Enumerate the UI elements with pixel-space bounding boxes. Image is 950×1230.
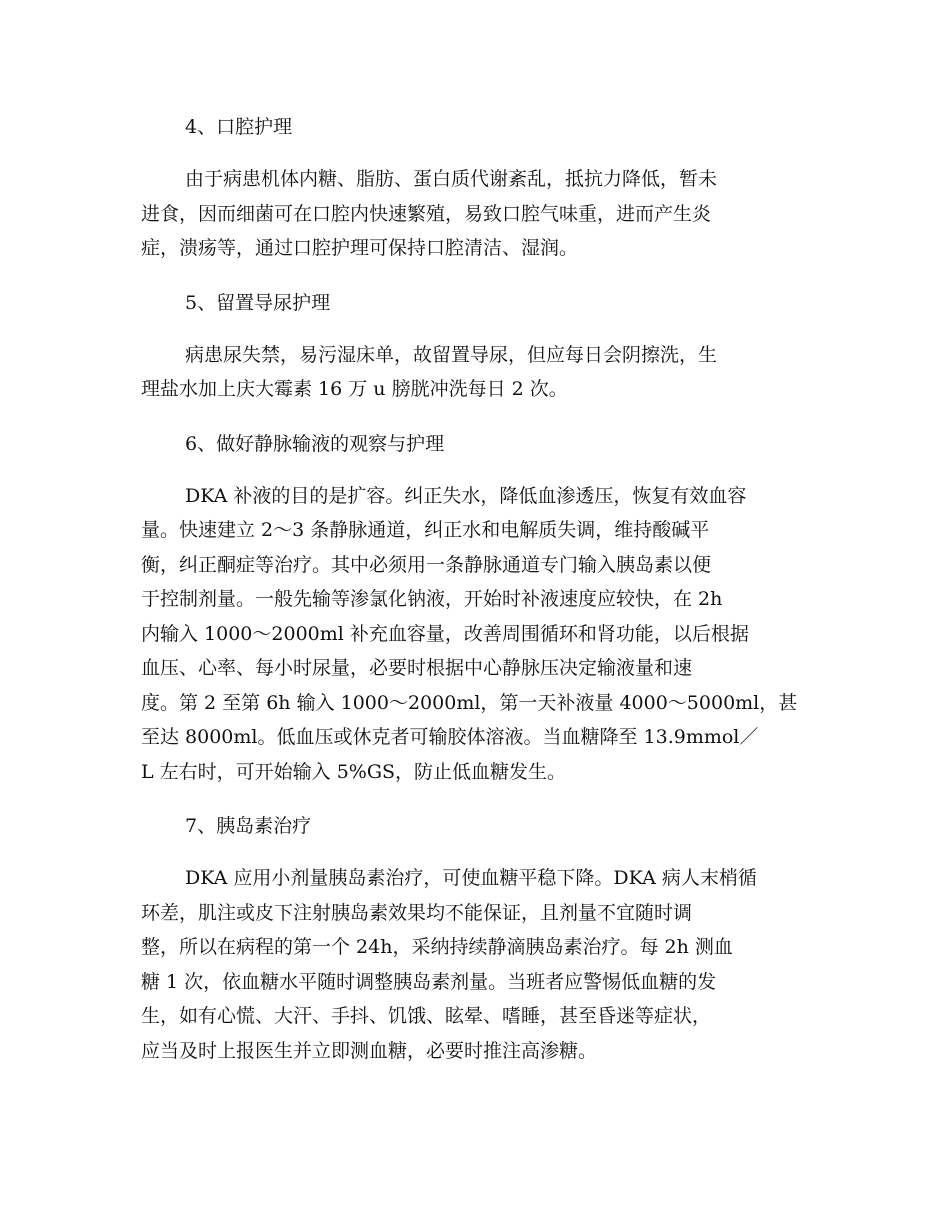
paragraph-line: 内输入 1000～2000ml 补充血容量，改善周围循环和肾功能，以后根据 [141, 622, 749, 645]
section-heading: 4、口腔护理 [185, 116, 293, 138]
section-insulin-therapy [141, 809, 816, 1068]
section-heading: 7、胰岛素治疗 [185, 815, 312, 837]
section-paragraph [141, 479, 816, 790]
paragraph-line: 环差，肌注或皮下注射胰岛素效果均不能保证，且剂量不宜随时调 [141, 901, 693, 924]
paragraph-line: 糖 1 次，依血糖水平随时调整胰岛素剂量。当班者应警惕低血糖的发 [141, 970, 717, 993]
paragraph-line: 生，如有心慌、大汗、手抖、饥饿、眩晕、嗜睡，甚至昏迷等症状， [141, 1005, 712, 1027]
paragraph-line: 度。第 2 至第 6h 输入 1000～2000ml，第一天补液量 4000～5000ml，甚 [141, 691, 798, 714]
paragraph-line: 应当及时上报医生并立即测血糖，必要时推注高渗糖。 [141, 1039, 598, 1062]
section-paragraph [141, 162, 816, 266]
paragraph-line: 整，所以在病程的第一个 24h，采纳持续静滴胰岛素治疗。每 2h 测血 [141, 936, 733, 958]
paragraph-line: DKA 应用小剂量胰岛素治疗，可使血糖平稳下降。DKA 病人末梢循 [185, 867, 757, 889]
section-paragraph [141, 861, 816, 1068]
paragraph-line: 衡，纠正酮症等治疗。其中必须用一条静脉通道专门输入胰岛素以便 [141, 553, 712, 576]
paragraph-line: 于控制剂量。一般先输等渗氯化钠液，开始时补液速度应较快，在 2h [141, 588, 723, 610]
section-iv-infusion [141, 427, 816, 790]
paragraph-line: 病患尿失禁，易污湿床单，故留置导尿，但应每日会阴擦洗，生 [185, 343, 718, 366]
paragraph-line: 由于病患机体内糖、脂肪、蛋白质代谢紊乱，抵抗力降低，暂未 [185, 168, 718, 190]
paragraph-line: 进食，因而细菌可在口腔内快速繁殖，易致口腔气味重，进而产生炎 [141, 202, 712, 225]
document-body [141, 110, 816, 1068]
paragraph-line: 症，溃疡等，通过口腔护理可保持口腔清洁、湿润。 [141, 237, 579, 259]
section-heading: 6、做好静脉输液的观察与护理 [185, 432, 445, 455]
paragraph-line: DKA 补液的目的是扩容。纠正失水，降低血渗透压，恢复有效血容 [185, 484, 747, 507]
paragraph-line: 量。快速建立 2～3 条静脉通道，纠正水和电解质失调，维持酸碱平 [141, 519, 710, 541]
section-paragraph [141, 338, 816, 407]
paragraph-line: 理盐水加上庆大霉素 16 万 u 膀胱冲洗每日 2 次。 [141, 378, 568, 400]
section-heading: 5、留置导尿护理 [185, 291, 331, 314]
paragraph-line: L 左右时，可开始输入 5%GS，防止低血糖发生。 [141, 760, 567, 783]
section-oral-care [141, 110, 816, 266]
paragraph-line: 至达 8000ml。低血压或休克者可输胶体溶液。当血糖降至 13.9mmol／ [141, 726, 759, 748]
section-catheter-care [141, 286, 816, 407]
paragraph-line: 血压、心率、每小时尿量，必要时根据中心静脉压决定输液量和速 [141, 657, 693, 679]
